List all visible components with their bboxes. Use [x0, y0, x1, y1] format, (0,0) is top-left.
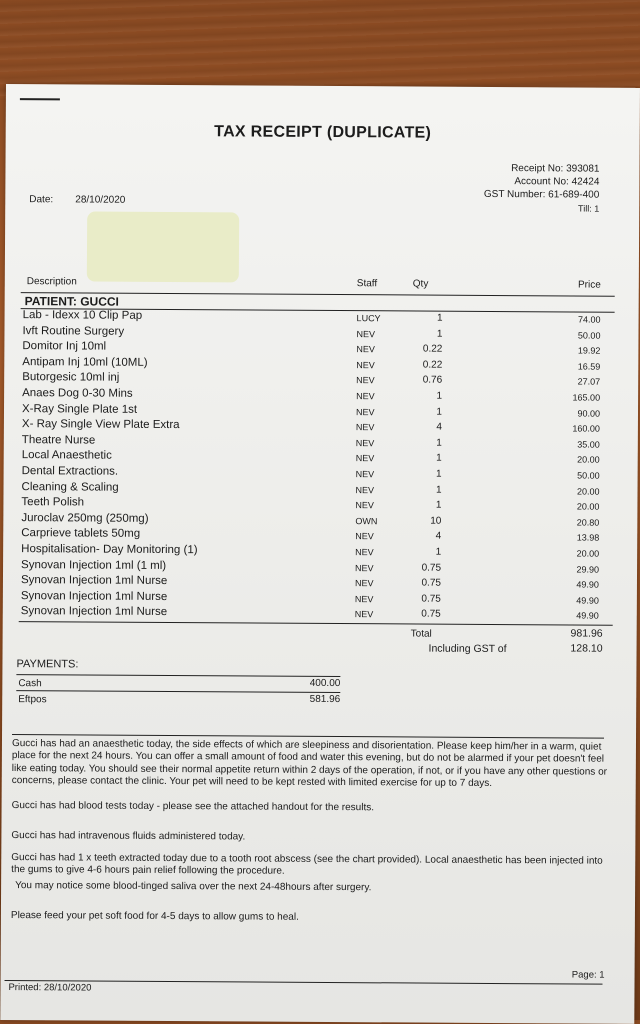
line-item-description: Synovan Injection 1ml Nurse [20, 574, 168, 588]
receipt-number: Receipt No: 393081 [511, 163, 600, 175]
corner-mark [20, 98, 60, 100]
line-item-price: 90.00 [577, 408, 601, 419]
line-item-price: 27.07 [577, 376, 601, 388]
line-item-qty: 1 [435, 484, 442, 496]
line-item-price: 20.00 [576, 548, 600, 559]
line-item-price: 50.00 [577, 470, 600, 481]
line-item-qty: 1 [436, 328, 443, 340]
line-item-staff: OWN [355, 515, 378, 527]
line-item-staff: NEV [355, 531, 374, 542]
printed-date: Printed: 28/10/2020 [8, 982, 92, 994]
line-item-price: 160.00 [572, 423, 600, 434]
line-item-price: 49.90 [576, 595, 599, 606]
total-value: 981.96 [570, 627, 603, 640]
line-item-qty: 4 [435, 531, 442, 543]
gst-label: Including GST of [428, 642, 507, 656]
line-item-staff: NEV [355, 422, 375, 433]
line-item-price: 50.00 [577, 330, 601, 341]
line-item-price: 13.98 [576, 532, 600, 544]
date-value: 28/10/2020 [75, 194, 126, 206]
line-item-description: Anaes Dog 0-30 Mins [22, 387, 133, 400]
line-item-description: Synovan Injection 1ml Nurse [20, 589, 168, 603]
line-item-qty: 0.76 [422, 374, 443, 387]
line-item-staff: NEV [355, 500, 374, 511]
header-description: Description [26, 276, 77, 288]
line-item-staff: NEV [355, 453, 375, 464]
line-item-description: Domitor Inj 10ml [22, 340, 107, 353]
line-item-staff: NEV [355, 469, 375, 480]
line-item-description: Cleaning & Scaling [21, 480, 119, 494]
line-item-description: Dental Extractions. [21, 465, 119, 478]
line-item-description: Synovan Injection 1ml Nurse [20, 605, 168, 619]
line-item-qty: 0.75 [421, 577, 441, 589]
note-soft-food: Please feed your pet soft food for 4-5 days to allow gums to heal. [10, 910, 299, 923]
gst-number: GST Number: 61-689-400 [483, 188, 600, 201]
note-fluids: Gucci has had intravenous fluids administered today. [11, 830, 246, 843]
line-item-description: X-Ray Single Plate 1st [21, 402, 138, 416]
payment-amount: 400.00 [309, 677, 341, 690]
line-item-description: Theatre Nurse [21, 433, 96, 447]
line-item-staff: NEV [355, 547, 374, 558]
line-item-description: Synovan Injection 1ml (1 ml) [21, 558, 167, 572]
line-item-description: Teeth Polish [21, 496, 85, 509]
line-item-price: 20.00 [576, 501, 600, 512]
footer-rule [5, 980, 603, 985]
date-label: Date: [29, 194, 54, 206]
payment-label: Eftpos [18, 694, 47, 706]
line-item-qty: 10 [430, 515, 442, 527]
line-item-qty: 1 [436, 437, 442, 449]
patient-name: PATIENT: GUCCI [24, 294, 119, 309]
till-number: Till: 1 [578, 203, 600, 214]
line-item-staff: NEV [356, 391, 375, 402]
header-qty: Qty [412, 278, 429, 290]
line-item-staff: NEV [355, 484, 375, 495]
line-item-price: 29.90 [576, 564, 600, 575]
line-item-description: Ivft Routine Surgery [22, 324, 125, 338]
line-item-price: 49.90 [576, 610, 599, 622]
line-item-staff: NEV [356, 359, 375, 371]
line-item-staff: NEV [354, 609, 374, 620]
header-staff: Staff [356, 278, 378, 290]
receipt-paper [0, 84, 640, 1024]
line-item-description: X- Ray Single View Plate Extra [21, 418, 180, 432]
line-item-price: 20.00 [576, 486, 600, 497]
line-item-price: 19.92 [577, 345, 601, 356]
line-item-staff: NEV [356, 375, 375, 386]
note-anaesthetic: Gucci has had an anaesthetic today, the side effects of which are sleepiness and disorientation. Please keep him/her in a warm, quiet place for the next 24 hours. You can offer a small amount of food and water this evening, but do not be alarmed if your pet doesn't feel like eating today. You should see their normal appetite return within 2 days of the operation, if not, or if you have any other questions or concerns, please contact the clinic. Your pet will need to be kept rested with limited exercise for up to 7 days. [11, 738, 608, 790]
line-item-qty: 1 [436, 390, 443, 402]
line-item-staff: NEV [354, 578, 374, 589]
line-item-qty: 1 [436, 453, 442, 465]
line-item-qty: 4 [436, 421, 442, 433]
note-blood-tests: Gucci has had blood tests today - please see the attached handout for the results. [11, 800, 375, 814]
page-number: Page: 1 [571, 969, 605, 981]
line-item-qty: 1 [436, 468, 442, 480]
header-price: Price [577, 279, 601, 291]
account-number: Account No: 42424 [514, 176, 600, 188]
line-item-description: Hospitalisation- Day Monitoring (1) [21, 543, 198, 557]
redacted-address-box [87, 211, 239, 282]
line-item-qty: 1 [435, 546, 442, 558]
note-saliva: You may notice some blood-tinged saliva over the next 24-48hours after surgery. [15, 880, 372, 894]
line-item-price: 74.00 [578, 314, 601, 325]
line-item-qty: 1 [435, 499, 442, 511]
line-item-qty: 1 [436, 312, 443, 324]
line-item-staff: NEV [356, 344, 375, 355]
line-item-qty: 1 [436, 406, 443, 418]
line-item-price: 165.00 [572, 392, 601, 403]
line-item-description: Lab - Idexx 10 Clip Pap [22, 309, 143, 322]
line-item-staff: NEV [355, 406, 375, 417]
payments-table [16, 674, 341, 706]
line-item-description: Butorgesic 10ml inj [22, 371, 120, 385]
gst-value: 128.10 [570, 642, 603, 655]
payment-amount: 581.96 [309, 693, 341, 706]
line-item-description: Local Anaesthetic [21, 449, 112, 463]
line-item-staff: NEV [355, 562, 374, 573]
payment-row-eftpos [16, 692, 340, 710]
line-item-price: 20.00 [577, 454, 600, 466]
line-item-price: 20.80 [576, 517, 600, 528]
payments-heading: PAYMENTS: [16, 658, 79, 671]
line-item-qty: 0.22 [422, 359, 443, 371]
note-teeth: Gucci has had 1 x teeth extracted today due to a tooth root abscess (see the chart provided). Local anaesthetic has been injected into the gums to give 4-6 hours pain relief following the procedure. [11, 852, 603, 878]
payment-label: Cash [18, 678, 42, 690]
line-item-qty: 0.22 [422, 343, 443, 355]
line-item-staff: NEV [355, 437, 375, 449]
line-item-qty: 0.75 [421, 608, 441, 621]
line-item-staff: LUCY [356, 313, 381, 324]
total-label: Total [410, 628, 432, 640]
line-item-price: 49.90 [576, 579, 599, 590]
line-item-description: Juroclav 250mg (250mg) [21, 511, 149, 525]
line-item-price: 16.59 [577, 361, 601, 372]
line-item-staff: NEV [354, 593, 374, 605]
receipt-title: TAX RECEIPT (DUPLICATE) [214, 123, 432, 142]
line-item-staff: NEV [356, 328, 376, 339]
line-item-price: 35.00 [577, 439, 600, 450]
line-item-description: Carprieve tablets 50mg [21, 527, 141, 541]
line-item-qty: 0.75 [421, 562, 442, 574]
line-item-qty: 0.75 [421, 593, 441, 605]
line-item-description: Antipam Inj 10ml (10ML) [22, 355, 148, 369]
